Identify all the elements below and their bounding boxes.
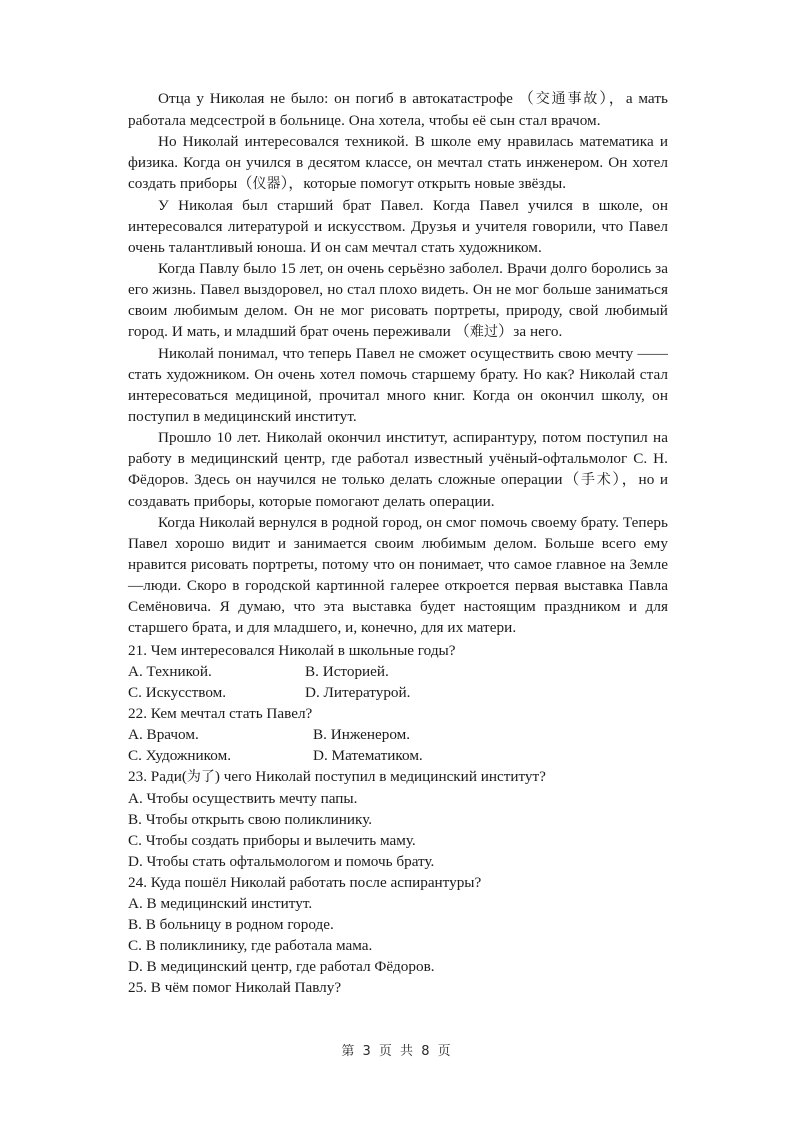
option-23-c[interactable]: C. Чтобы создать приборы и вылечить маму. xyxy=(128,832,416,849)
page-content xyxy=(128,88,668,998)
question-stem-23 xyxy=(128,766,668,788)
option-24-a[interactable]: A. В медицинский институт. xyxy=(128,895,313,912)
question-stem-23-after: ) чего Николай поступил в медицинский институт? xyxy=(214,768,546,785)
paragraph-text-before: Отца у Николая не было: он погиб в автокатастрофе （ xyxy=(158,90,536,107)
paragraph-text-after: ）за него. xyxy=(498,323,563,340)
option-row xyxy=(128,661,668,682)
option-22-d[interactable]: D. Математиком. xyxy=(313,747,423,764)
chinese-gloss: 手术 xyxy=(581,472,613,488)
question-stem-21: 21. Чем интересовался Николай в школьные годы? xyxy=(128,642,456,659)
option-24-c[interactable]: C. В поликлинику, где работала мама. xyxy=(128,937,373,954)
chinese-gloss: 为了 xyxy=(186,769,215,785)
chinese-gloss: 交通事故 xyxy=(535,91,600,107)
option-24-b[interactable]: B. В больницу в родном городе. xyxy=(128,916,334,933)
question-stem-25: 25. В чём помог Николай Павлу? xyxy=(128,979,342,996)
option-23-a[interactable]: A. Чтобы осуществить мечту папы. xyxy=(128,790,358,807)
paragraph-text-before: Когда Павлу было 15 лет, он очень серьёзно заболел. Врачи долго боролись за его жизнь. Павел выздоровел, но стал плохо видеть. Он не мог больше заниматься своим любимым делом. Он не мог рисовать портреты, природу, свой любимый город. И мать, и младший брат очень переживали （ xyxy=(128,260,668,340)
passage-paragraph xyxy=(128,88,668,131)
passage-paragraph xyxy=(128,512,668,638)
option-row xyxy=(128,745,668,766)
option-21-d[interactable]: D. Литературой. xyxy=(305,684,411,701)
passage-paragraph xyxy=(128,427,668,512)
question-list xyxy=(128,640,668,998)
option-21-c[interactable]: C. Искусством. xyxy=(128,684,227,701)
paragraph-text-before: У Николая был старший брат Павел. Когда Павел учился в школе, он интересовался литературой и искусством. Друзья и учителя говорили, что Павел очень талантливый юноша. И он сам мечтал стать художником. xyxy=(128,197,668,256)
paragraph-text-before: Николай понимал, что теперь Павел не сможет осуществить свою мечту —— стать художником. Он очень хотел помочь старшему брату. Но как? Николай стал интересоваться медициной, прочитал много книг. Когда он окончил школу, он поступил в медицинский институт. xyxy=(128,345,668,425)
option-22-b[interactable]: B. Инженером. xyxy=(313,726,411,743)
page-footer: 第 3 页 共 8 页 xyxy=(341,1044,453,1059)
option-row xyxy=(128,682,668,703)
option-row xyxy=(128,724,668,745)
option-23-b[interactable]: B. Чтобы открыть свою поликлинику. xyxy=(128,811,373,828)
passage-paragraph xyxy=(128,258,668,343)
option-21-a[interactable]: A. Техникой. xyxy=(128,663,212,680)
paragraph-text-after: ），но и создавать приборы, которые помогают делать операции. xyxy=(128,471,669,510)
option-22-c[interactable]: C. Художником. xyxy=(128,747,232,764)
paragraph-text-after: ），а мать работала медсестрой в больнице. Она хотела, чтобы её сын стал врачом. xyxy=(128,90,668,129)
paragraph-text-before: Когда Николай вернулся в родной город, он смог помочь своему брату. Теперь Павел хорошо видит и занимается своим любимым делом. Больше всего ему нравится рисовать портреты, потому что он понимает, что самое главное на Земле —люди. Скоро в городской картинной галерее откроется первая выставка Павла Семёновича. Я думаю, что эта выставка будет настоящим праздником и для старшего брата, и для младшего, и, конечно, для их матери. xyxy=(128,514,668,636)
paragraph-text-after: ），которые помогут открыть новые звёзды. xyxy=(280,175,567,192)
question-stem-22: 22. Кем мечтал стать Павел? xyxy=(128,705,313,722)
question-stem-23-before: 23. Ради( xyxy=(128,768,187,785)
passage-paragraph xyxy=(128,195,668,258)
option-23-d[interactable]: D. Чтобы стать офтальмологом и помочь брату. xyxy=(128,853,435,870)
option-24-d[interactable]: D. В медицинский центр, где работал Фёдоров. xyxy=(128,958,435,975)
passage-paragraph xyxy=(128,343,668,427)
option-22-a[interactable]: A. Врачом. xyxy=(128,726,199,743)
paragraph-text-before: Но Николай интересовался техникой. В школе ему нравилась математика и физика. Когда он учился в десятом классе, он мечтал стать инженером. Он хотел создать приборы（ xyxy=(128,133,668,192)
passage-paragraph xyxy=(128,131,668,195)
option-21-b[interactable]: B. Историей. xyxy=(305,663,389,680)
chinese-gloss: 仪器 xyxy=(252,176,281,192)
question-stem-24: 24. Куда пошёл Николай работать после аспирантуры? xyxy=(128,874,482,891)
chinese-gloss: 难过 xyxy=(469,324,499,340)
paragraph-text-before: Прошло 10 лет. Николай окончил институт, аспирантуру, потом поступил на работу в медицинский центр, где работал известный учёный-офтальмолог С. Н. Фёдоров. Здесь он научился не только делать сложные операции（ xyxy=(128,429,668,488)
